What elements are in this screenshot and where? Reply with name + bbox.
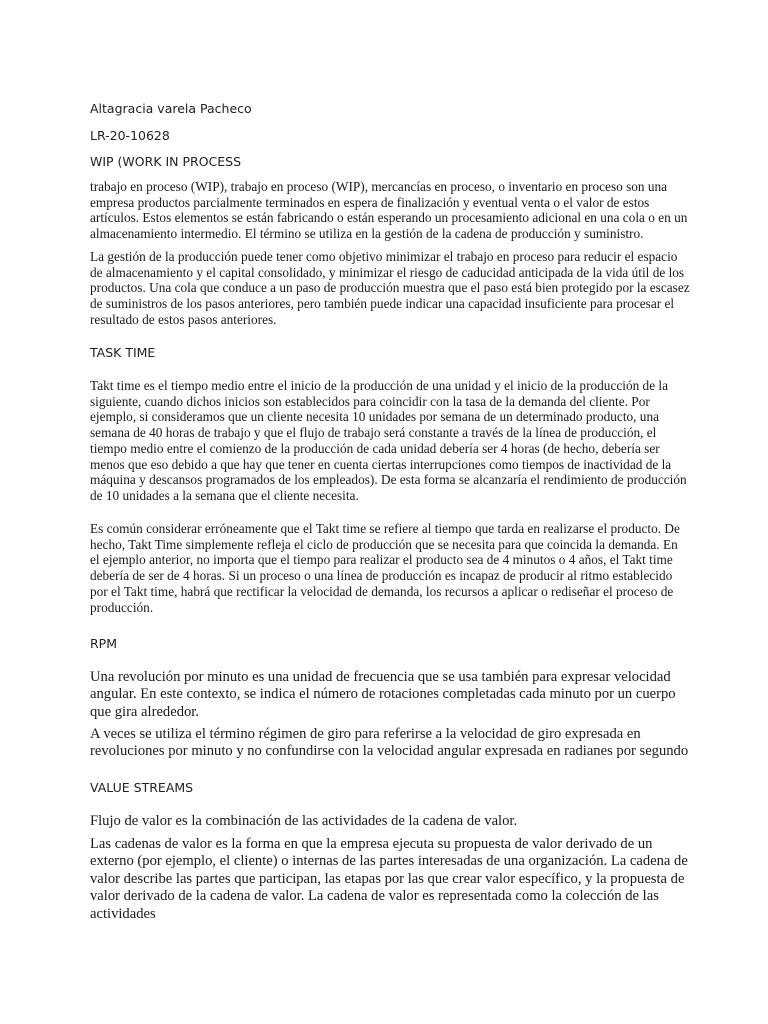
heading-task-time: TASK TIME	[90, 345, 156, 360]
document-code: LR-20-10628	[90, 128, 170, 143]
paragraph-task-time-2: Es común considerar erróneamente que el Takt time se refiere al tiempo que tarda en realizarse el producto. De hecho, Takt Time simplemente refleja el ciclo de producción que se necesita para que coincida la demanda. En el ejemplo anterior, no importa que el tiempo para realizar el producto sea de 4 minutos o 4 años, el Takt time debería de ser de 4 horas. Si un proceso o una línea de producción es incapaz de producir al ritmo establecido por el Takt time, habrá que rectificar la velocidad de demanda, los recursos a aplicar o rediseñar el proceso de producción.	[90, 521, 680, 615]
heading-wip: WIP (WORK IN PROCESS	[90, 154, 242, 169]
paragraph-rpm-2: A veces se utiliza el término régimen de giro para referirse a la velocidad de giro expresada en revoluciones por minuto y no confundirse con la velocidad angular expresada en radianes por segundo	[90, 726, 689, 760]
paragraph-wip-2: La gestión de la producción puede tener como objetivo minimizar el trabajo en proceso para reducir el espacio de almacenamiento y el capital consolidado, y minimizar el riesgo de caducidad anticipada de la vida útil de los productos. Una cola que conduce a un paso de producción muestra que el paso está bien protegido por la escasez de suministros de los pasos anteriores, pero también puede indicar una capacidad insuficiente para procesar el resultado de estos pasos anteriores.	[90, 249, 690, 327]
paragraph-wip-1: trabajo en proceso (WIP), trabajo en proceso (WIP), mercancías en proceso, o inventario en proceso son una empresa productos parcialmente terminados en espera de finalización y eventual venta o el valor de estos artículos. Estos elementos se están fabricando o están esperando un procesamiento adicional en una cola o en un almacenamiento intermedio. El término se utiliza en la gestión de la cadena de producción y suministro.	[90, 179, 688, 242]
heading-rpm: RPM	[90, 636, 118, 651]
paragraph-value-streams-2: Las cadenas de valor es la forma en que la empresa ejecuta su propuesta de valor derivado de un externo (por ejemplo, el cliente) o internas de las partes interesadas de una organización. La cadena de valor describe las partes que participan, las etapas por las que crear valor específico, y la propuesta de valor derivado de la cadena de valor. La cadena de valor es representada como la colección de las actividades	[90, 836, 688, 922]
paragraph-rpm-1: Una revolución por minuto es una unidad de frecuencia que se usa también para expresar velocidad angular. En este contexto, se indica el número de rotaciones completadas cada minuto por un cuerpo que gira alrededor.	[90, 669, 676, 720]
paragraph-task-time-1: Takt time es el tiempo medio entre el inicio de la producción de una unidad y el inicio de la producción de la siguiente, cuando dichos inicios son establecidos para coincidir con la tasa de la demanda del cliente. Por ejemplo, si consideramos que un cliente necesita 10 unidades por semana de un determinado producto, una semana de 40 horas de trabajo y que el flujo de trabajo será constante a través de la línea de producción, el tiempo medio entre el comienzo de la producción de cada unidad debería ser 4 horas (de hecho, debería ser menos que eso debido a que hay que tener en cuenta ciertas interrupciones como tiempos de inactividad de la máquina y descansos programados de los empleados). De esta forma se alcanzaría el rendimiento de producción de 10 unidades a la semana que el cliente necesita.	[90, 378, 687, 503]
author-name: Altagracia varela Pacheco	[90, 101, 252, 116]
heading-value-streams: VALUE STREAMS	[90, 780, 194, 795]
paragraph-value-streams-1: Flujo de valor es la combinación de las actividades de la cadena de valor.	[90, 813, 518, 829]
